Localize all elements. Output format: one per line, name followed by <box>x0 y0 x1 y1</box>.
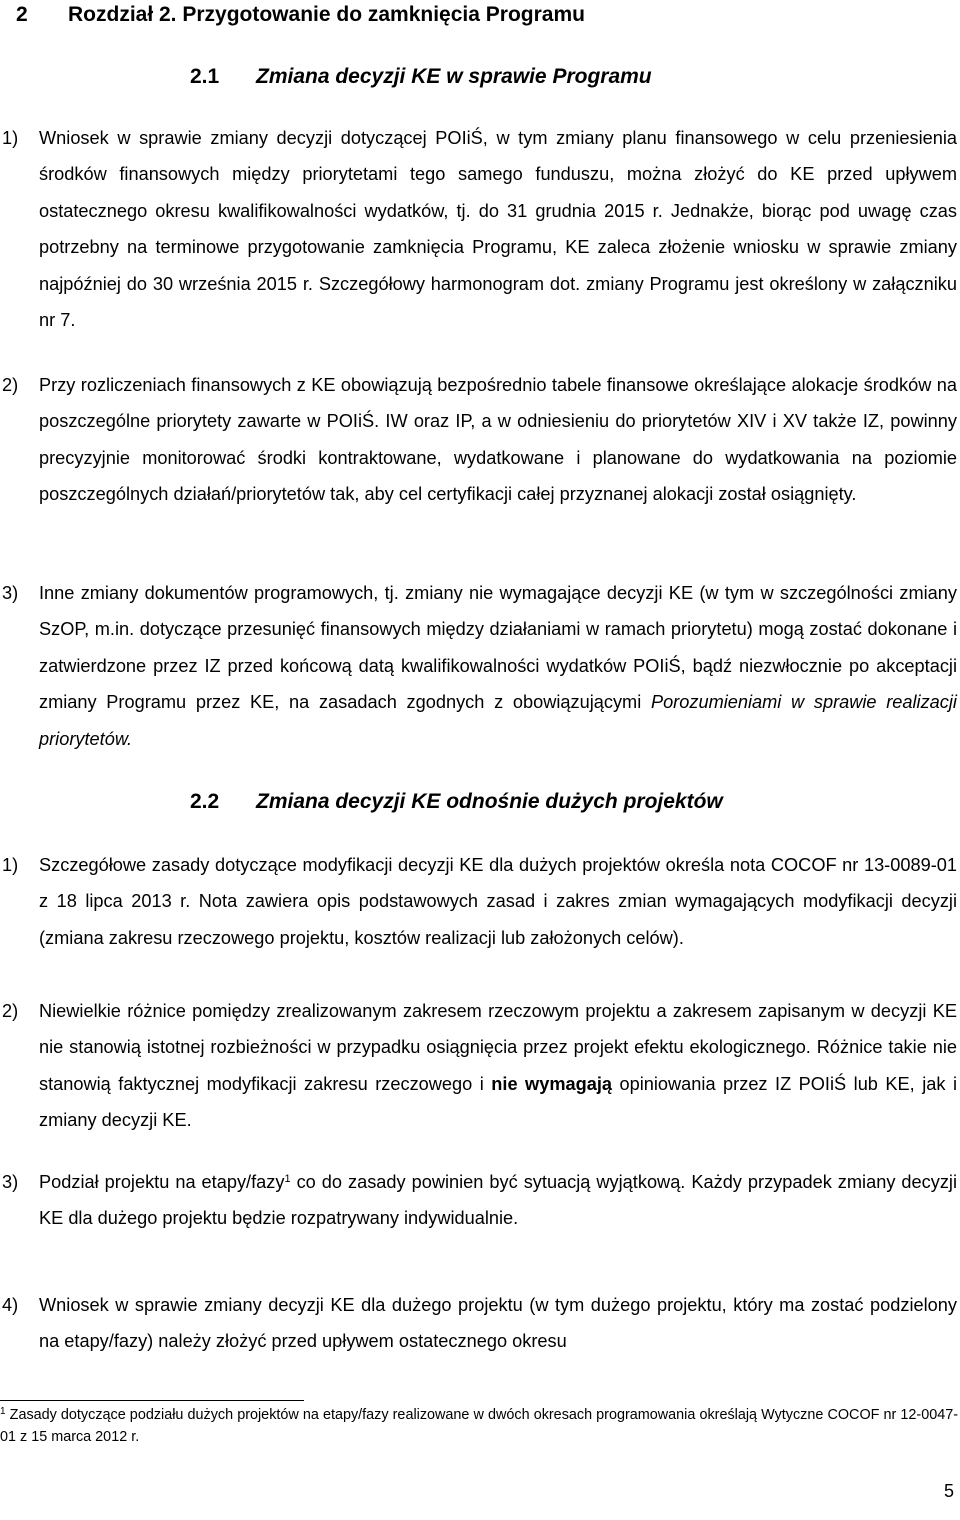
chapter-number: 2 <box>16 3 28 26</box>
paragraph: Przy rozliczeniach finansowych z KE obowiązują bezpośrednio tabele finansowe określające alokacje środków na poszczególne priorytety zawarte w POIiŚ. IW oraz IP, a w odniesieniu do priorytetów XIV i XV także IZ, powinny precyzyjnie monitorować środki kontraktowane, wydatkowane i planowane do wydatkowania na poziomie poszczególnych działań/priorytetów tak, aby cel certyfikacji całej przyznanej alokacji został osiągnięty. <box>39 375 957 505</box>
paragraph-text: Podział projektu na etapy/fazy <box>39 1172 285 1192</box>
list-marker: 2) <box>2 1001 19 1021</box>
list-item <box>2 1164 957 1237</box>
list-item <box>2 575 957 757</box>
paragraph <box>39 1164 957 1237</box>
paragraph: Wniosek w sprawie zmiany decyzji dotyczącej POIiŚ, w tym zmiany planu finansowego w celu przeniesienia środków finansowych między priorytetami tego samego funduszu, można złożyć do KE przed upływem ostatecznego okresu kwalifikowalności wydatków, tj. do 31 grudnia 2015 r. Jednakże, biorąc pod uwagę czas potrzebny na terminowe przygotowanie zamknięcia Programu, KE zaleca złożenie wniosku w sprawie zmiany najpóźniej do 30 września 2015 r. Szczegółowy harmonogram dot. zmiany Programu jest określony w załączniku nr 7. <box>39 128 957 331</box>
list-marker: 2) <box>2 375 19 395</box>
paragraph-end: . <box>126 728 133 749</box>
bold-emphasis: nie wymagają <box>491 1073 613 1094</box>
section-number: 2.1 <box>190 65 220 88</box>
footnote-text: Zasady dotyczące podziału dużych projektów na etapy/fazy realizowane w dwóch okresach programowania określają Wytyczne COCOF nr 12-0047-01 z 15 marca 2012 r. <box>0 1407 958 1445</box>
footnote-reference[interactable]: 1 <box>284 1173 291 1185</box>
list-item <box>2 993 957 1139</box>
paragraph-text: Niewielkie różnice pomiędzy zrealizowanym zakresem rzeczowym projektu a zakresem zapisanym w decyzji KE nie stanowią istotnej rozbieżności w przypadku osiągnięcia przez projekt efektu ekologicznego. Różnice takie nie stanowią faktycznej modyfikacji zakresu rzeczowego i <box>39 1001 957 1094</box>
footnote-number: 1 <box>0 1406 6 1417</box>
paragraph: Wniosek w sprawie zmiany decyzji KE dla dużego projektu (w tym dużego projektu, który ma zostać podzielony na etapy/fazy) należy złożyć przed upływem ostatecznego okresu <box>39 1295 957 1352</box>
list-item <box>2 847 957 956</box>
chapter-title: Rozdział 2. Przygotowanie do zamknięcia Programu <box>68 3 585 26</box>
list-marker: 3) <box>2 1172 19 1192</box>
paragraph <box>39 575 957 757</box>
italic-reference: Porozumieniami w sprawie realizacji priorytetów <box>39 692 957 749</box>
paragraph-text: co do zasady powinien być sytuacją wyjątkową. Każdy przypadek zmiany decyzji KE dla dużego projektu będzie rozpatrywany indywidualnie. <box>39 1172 957 1229</box>
list-marker: 3) <box>2 583 19 603</box>
paragraph <box>39 993 957 1139</box>
footnote <box>0 1404 958 1448</box>
list-item <box>2 1287 957 1360</box>
section-title: Zmiana decyzji KE odnośnie dużych projektów <box>256 790 723 813</box>
list-marker: 1) <box>2 855 19 875</box>
paragraph-text: Inne zmiany dokumentów programowych, tj. zmiany nie wymagające decyzji KE (w tym w szczególności zmiany SzOP, m.in. dotyczące przesunięć finansowych między działaniami w ramach priorytetu) mogą zostać dokonane i zatwierdzone przez IZ przed końcową datą kwalifikowalności wydatków POIiŚ, bądź niezwłocznie po akceptacji zmiany Programu przez KE, na zasadach zgodnych z obowiązującymi <box>39 583 957 713</box>
list-item <box>2 120 957 338</box>
section-title: Zmiana decyzji KE w sprawie Programu <box>256 65 652 88</box>
footnote-separator <box>0 1400 304 1401</box>
list-item <box>2 367 957 513</box>
list-marker: 4) <box>2 1295 19 1315</box>
section-number: 2.2 <box>190 790 220 813</box>
list-marker: 1) <box>2 128 19 148</box>
page-number: 5 <box>943 1481 954 1501</box>
paragraph: Szczegółowe zasady dotyczące modyfikacji decyzji KE dla dużych projektów określa nota COCOF nr 13-0089-01 z 18 lipca 2013 r. Nota zawiera opis podstawowych zasad i zakres zmian wymagających modyfikacji decyzji (zmiana zakresu rzeczowego projektu, kosztów realizacji lub założonych celów). <box>39 855 957 948</box>
paragraph-text: opiniowania przez IZ POIiŚ lub KE, jak i zmiany decyzji KE. <box>39 1073 957 1131</box>
